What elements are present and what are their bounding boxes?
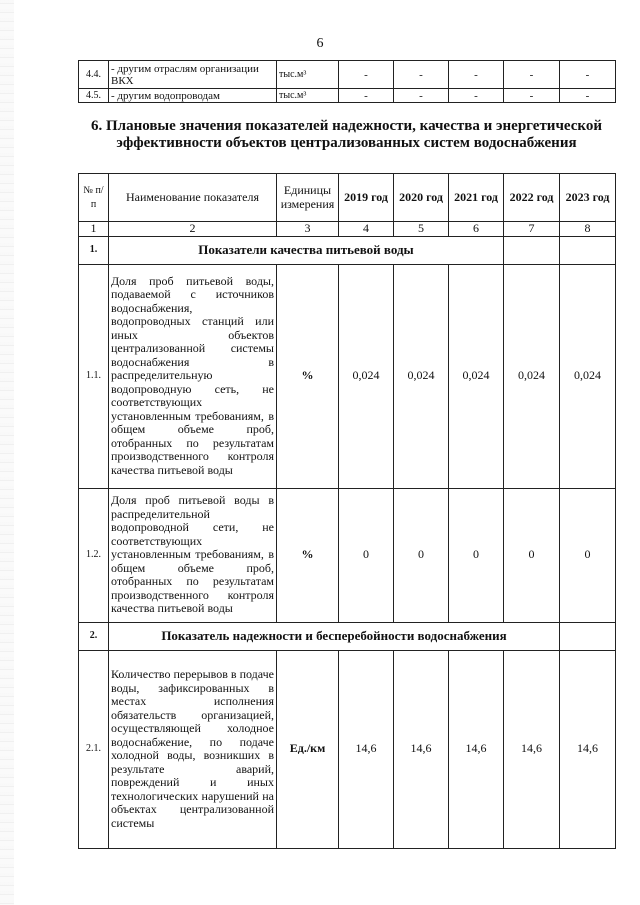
- group-row: [79, 236, 616, 264]
- row-value: -: [560, 61, 616, 89]
- row-value: 0,024: [449, 264, 504, 488]
- row-number: 4.5.: [79, 89, 109, 103]
- row-value: -: [339, 89, 394, 103]
- column-number: 1: [79, 222, 109, 237]
- column-header: 2021 год: [449, 174, 504, 222]
- group-row: [79, 622, 616, 650]
- group-number: 2.: [79, 622, 109, 650]
- row-value: 14,6: [339, 650, 394, 848]
- section-title: 6. Плановые значения показателей надежности, качества и энергетической эффективности объектов централизованных систем водоснабжения: [90, 118, 602, 151]
- row-value: 0,024: [560, 264, 616, 488]
- column-header: Наименование показателя: [109, 174, 277, 222]
- row-unit: тыс.м³: [277, 89, 339, 103]
- row-value: 14,6: [449, 650, 504, 848]
- table-row: [79, 264, 616, 488]
- row-value: 0: [449, 488, 504, 622]
- row-value: -: [339, 61, 394, 89]
- group-title: Показатель надежности и бесперебойности водоснабжения: [109, 622, 560, 650]
- column-number: 2: [109, 222, 277, 237]
- row-value: -: [504, 61, 560, 89]
- table-row: [79, 650, 616, 848]
- column-number: 7: [504, 222, 560, 237]
- row-value: 0,024: [339, 264, 394, 488]
- row-value: 14,6: [504, 650, 560, 848]
- column-number: 4: [339, 222, 394, 237]
- empty-cell: [504, 236, 560, 264]
- row-value: -: [560, 89, 616, 103]
- row-value: -: [449, 89, 504, 103]
- column-numbers-row: [79, 222, 616, 237]
- row-value: 0: [394, 488, 449, 622]
- row-number: 2.1.: [79, 650, 109, 848]
- column-header: 2023 год: [560, 174, 616, 222]
- row-number: 1.2.: [79, 488, 109, 622]
- row-name: Доля проб питьевой воды в распределительной водопроводной сети, не соответствующих установленным требованиям, в общем объеме проб, отобранных по результатам производственного контроля качества питьевой воды: [109, 488, 277, 622]
- column-number: 3: [277, 222, 339, 237]
- group-title: Показатели качества питьевой воды: [109, 236, 504, 264]
- header-row: [79, 174, 616, 222]
- row-number: 4.4.: [79, 61, 109, 89]
- row-value: 0,024: [504, 264, 560, 488]
- scan-edge: [0, 0, 14, 905]
- row-unit: Ед./км: [277, 650, 339, 848]
- row-number: 1.1.: [79, 264, 109, 488]
- row-name: - другим водопроводам: [109, 89, 277, 103]
- empty-cell: [560, 236, 616, 264]
- row-name: - другим отраслям организации ВКХ: [109, 61, 277, 89]
- row-value: 0: [560, 488, 616, 622]
- group-number: 1.: [79, 236, 109, 264]
- column-header: 2022 год: [504, 174, 560, 222]
- column-header: Единицы измерения: [277, 174, 339, 222]
- column-header: № п/п: [79, 174, 109, 222]
- empty-cell: [560, 622, 616, 650]
- row-name: Доля проб питьевой воды, подаваемой с источников водоснабжения, водопроводных станций или иных объектов централизованной системы водоснабжения в распределительную водопроводную сеть, не соответствующих установленным требованиям, в общем объеме проб, отобранных по результатам производственного контроля качества питьевой воды: [109, 264, 277, 488]
- row-value: 14,6: [394, 650, 449, 848]
- table-row: [79, 61, 616, 89]
- row-value: -: [394, 89, 449, 103]
- row-name: Количество перерывов в подаче воды, зафиксированных в местах исполнения обязательств организацией, осуществляющей холодное водоснабжение, по подаче холодной воды, возникших в результате аварий, повреждений и иных технологических нарушений на объектах централизованной системы: [109, 650, 277, 848]
- page-number: 6: [316, 36, 324, 51]
- column-number: 5: [394, 222, 449, 237]
- row-value: -: [394, 61, 449, 89]
- column-number: 8: [560, 222, 616, 237]
- continued-table: [78, 60, 616, 103]
- row-unit: тыс.м³: [277, 61, 339, 89]
- column-number: 6: [449, 222, 504, 237]
- row-value: -: [449, 61, 504, 89]
- row-value: 14,6: [560, 650, 616, 848]
- table-row: [79, 89, 616, 103]
- column-header: 2020 год: [394, 174, 449, 222]
- row-value: -: [504, 89, 560, 103]
- indicators-table: [78, 173, 616, 849]
- row-unit: %: [277, 488, 339, 622]
- table-row: [79, 488, 616, 622]
- row-unit: %: [277, 264, 339, 488]
- row-value: 0: [339, 488, 394, 622]
- row-value: 0,024: [394, 264, 449, 488]
- column-header: 2019 год: [339, 174, 394, 222]
- row-value: 0: [504, 488, 560, 622]
